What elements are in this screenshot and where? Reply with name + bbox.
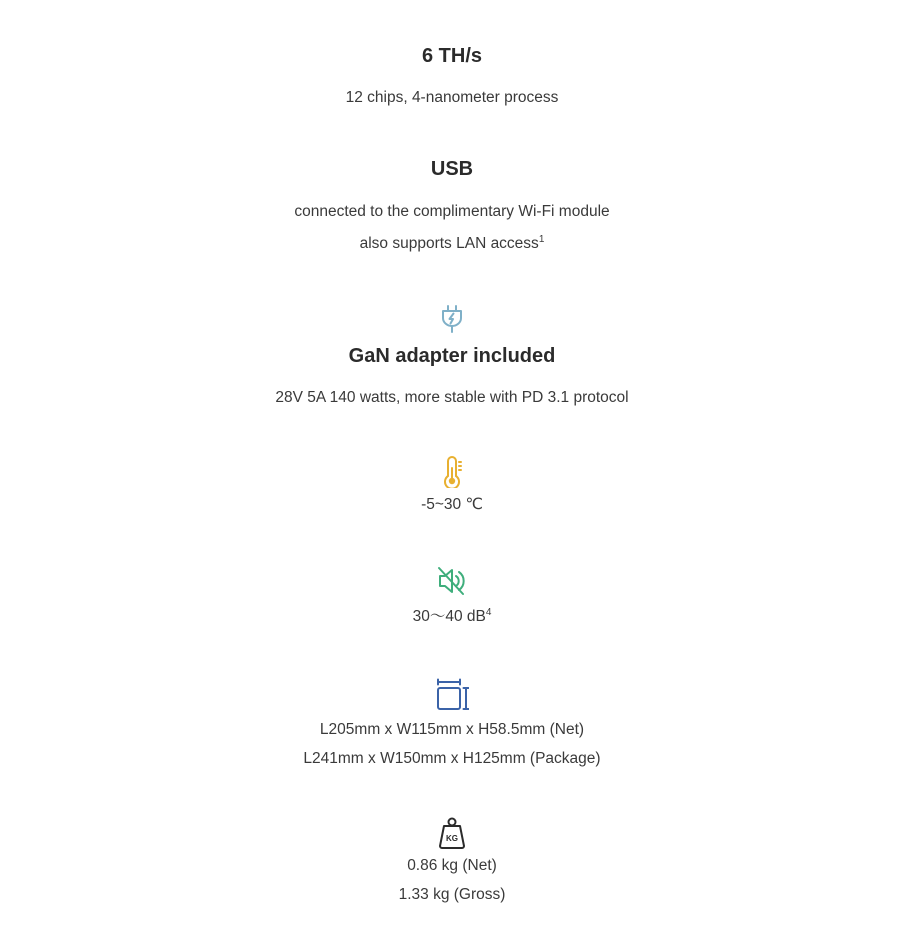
usb-title: USB xyxy=(430,158,474,180)
spec-usb xyxy=(0,157,904,254)
hashrate-detail: 12 chips, 4-nanometer process xyxy=(345,89,559,106)
noise-level-text: 30～40 dB xyxy=(412,608,486,625)
footnote-ref-1: 1 xyxy=(538,233,545,245)
usb-detail-wifi: connected to the complimentary Wi-Fi module xyxy=(294,203,610,220)
footnote-ref-4: 4 xyxy=(485,606,492,618)
plug-icon xyxy=(440,304,464,334)
spec-adapter xyxy=(0,304,904,408)
hashrate-title: 6 TH/s xyxy=(421,45,483,67)
dimensions-box-icon xyxy=(435,678,469,712)
speaker-muted-icon xyxy=(436,565,468,597)
weight-icon-label: KG xyxy=(446,834,458,843)
spec-dimensions xyxy=(0,678,904,769)
thermometer-icon xyxy=(440,456,464,488)
dimensions-package: L241mm x W150mm x H125mm (Package) xyxy=(303,750,601,767)
noise-level xyxy=(0,607,904,627)
weight-net: 0.86 kg (Net) xyxy=(407,857,497,874)
adapter-title: GaN adapter included xyxy=(348,345,556,367)
spec-noise xyxy=(0,565,904,627)
spec-hashrate xyxy=(0,44,904,108)
usb-detail-lan xyxy=(0,234,904,254)
adapter-detail: 28V 5A 140 watts, more stable with PD 3.1 protocol xyxy=(275,389,629,406)
dimensions-net: L205mm x W115mm x H58.5mm (Net) xyxy=(319,721,585,738)
temperature-range: -5~30 ℃ xyxy=(421,496,483,513)
spec-weight xyxy=(0,816,904,905)
spec-temperature xyxy=(0,456,904,515)
usb-detail-lan-text: also supports LAN access xyxy=(359,235,539,252)
weight-gross: 1.33 kg (Gross) xyxy=(398,886,506,903)
weight-kg-icon xyxy=(437,816,467,850)
